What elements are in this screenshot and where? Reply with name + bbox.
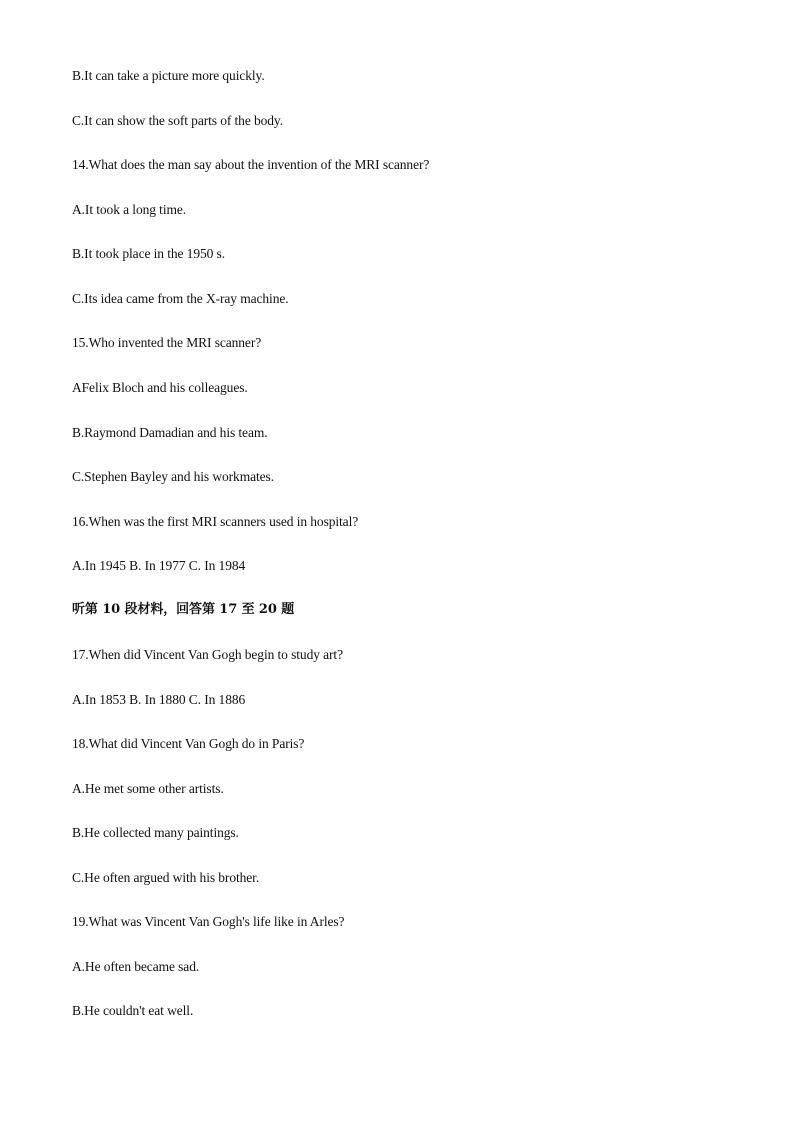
option-18c: C.He often argued with his brother. xyxy=(72,870,260,885)
question-16: 16.When was the first MRI scanners used in hospital? xyxy=(72,514,359,529)
question-19: 19.What was Vincent Van Gogh's life like in Arles? xyxy=(72,914,345,929)
options-16: A.In 1945 B. In 1977 C. In 1984 xyxy=(72,558,246,573)
option-15c: C.Stephen Bayley and his workmates. xyxy=(72,469,274,484)
option-18a: A.He met some other artists. xyxy=(72,781,224,796)
option-14a: A.It took a long time. xyxy=(72,202,187,217)
question-18: 18.What did Vincent Van Gogh do in Paris? xyxy=(72,736,305,751)
option-19a: A.He often became sad. xyxy=(72,959,200,974)
option-19b: B.He couldn't eat well. xyxy=(72,1003,194,1018)
section-heading: 听第 10 段材料，回答第 17 至 20 题 xyxy=(72,602,295,617)
option-14b: B.It took place in the 1950 s. xyxy=(72,246,225,261)
question-15: 15.Who invented the MRI scanner? xyxy=(72,335,262,350)
option-15a: AFelix Bloch and his colleagues. xyxy=(72,380,248,395)
option-13b: B.It can take a picture more quickly. xyxy=(72,68,265,83)
option-18b: B.He collected many paintings. xyxy=(72,825,239,840)
option-15b: B.Raymond Damadian and his team. xyxy=(72,425,268,440)
option-14c: C.Its idea came from the X-ray machine. xyxy=(72,291,289,306)
options-17: A.In 1853 B. In 1880 C. In 1886 xyxy=(72,692,246,707)
question-17: 17.When did Vincent Van Gogh begin to study art? xyxy=(72,647,343,662)
option-13c: C.It can show the soft parts of the body. xyxy=(72,113,283,128)
question-14: 14.What does the man say about the invention of the MRI scanner? xyxy=(72,157,430,172)
